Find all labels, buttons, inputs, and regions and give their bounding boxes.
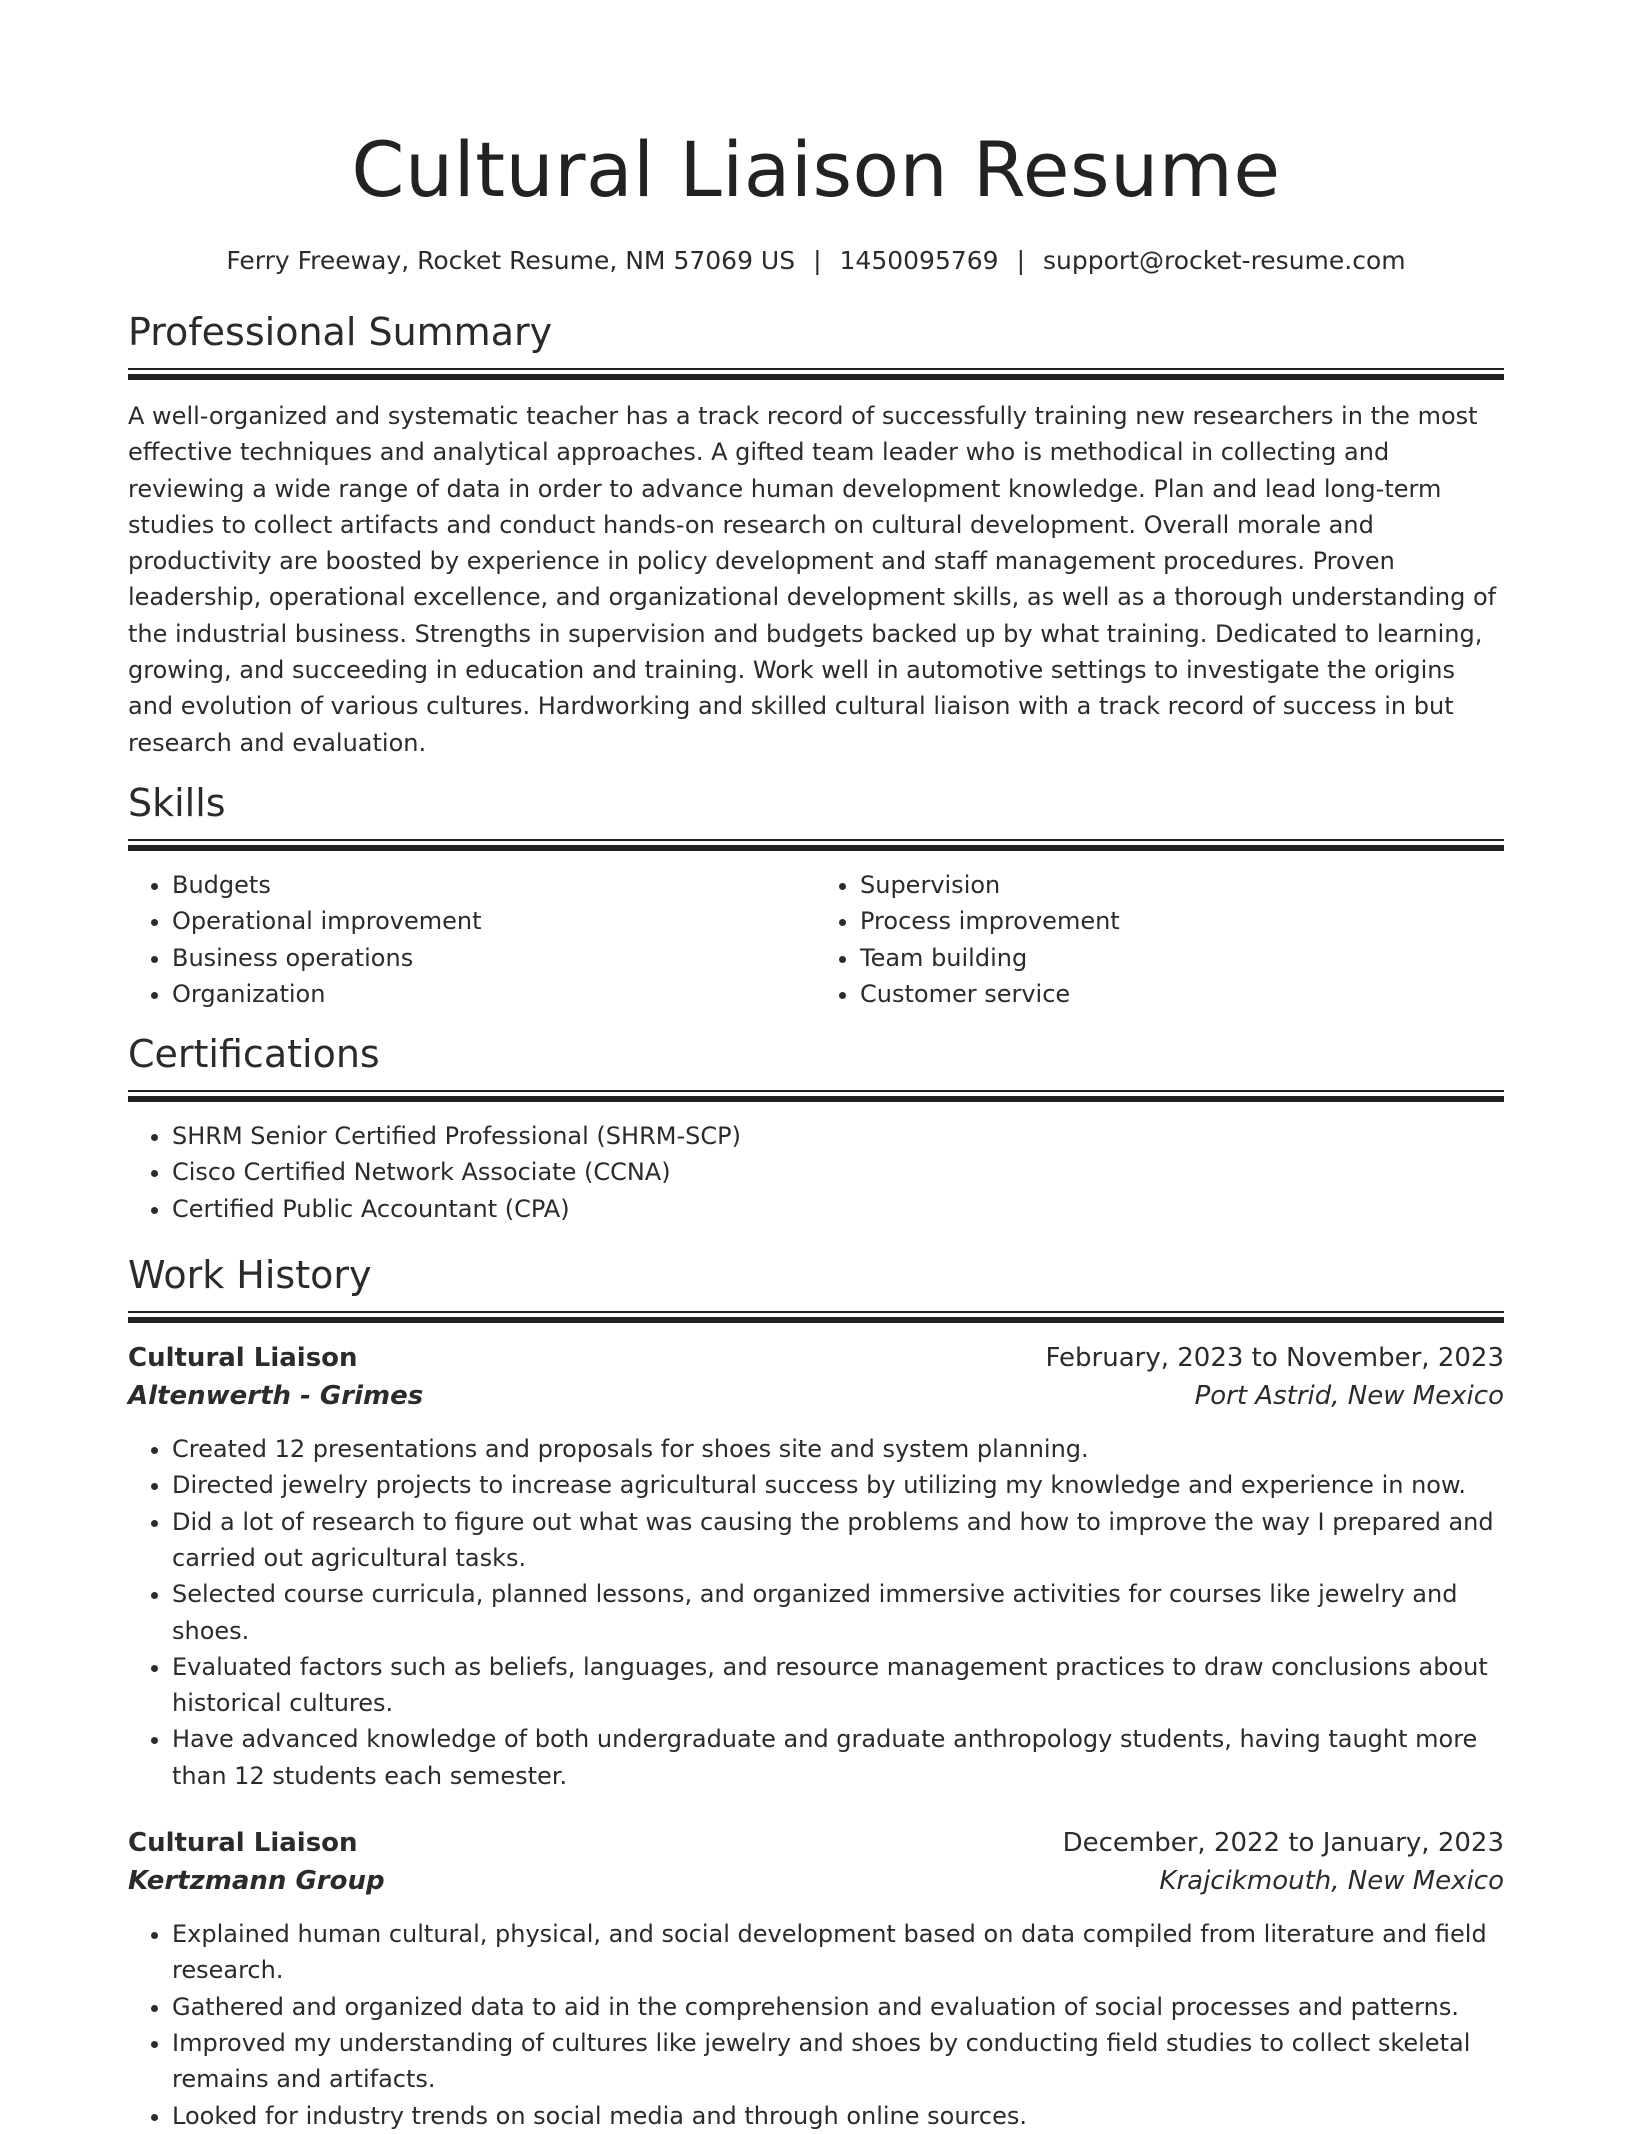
summary-section	[128, 308, 1504, 761]
job-bullets	[128, 1431, 1504, 1794]
job-subheader	[128, 1862, 1504, 1900]
section-title-skills: Skills	[128, 780, 226, 825]
address: Ferry Freeway, Rocket Resume, NM 57069 US	[226, 246, 796, 275]
job-company: Altenwerth - Grimes	[128, 1381, 424, 1412]
job-bullet: • Created 12 presentations and proposals for shoes site and system planning.	[172, 1431, 1504, 1467]
resume-title: Cultural Liaison Resume	[351, 125, 1281, 214]
contact-separator: |	[813, 246, 822, 275]
job-dates: February, 2023 to November, 2023	[1045, 1343, 1504, 1374]
job-bullet: • Looked for industry trends on social media and through online sources.	[172, 2098, 1504, 2134]
section-divider	[128, 839, 1504, 851]
contact-line	[128, 244, 1504, 278]
skills-columns	[128, 867, 1504, 1012]
skill-item: • Business operations	[172, 940, 816, 976]
skill-item: • Process improvement	[860, 903, 1504, 939]
section-title-work-history: Work History	[128, 1253, 372, 1298]
job-bullet: • Gathered and organized data to aid in the comprehension and evaluation of social processes and patterns.	[172, 1989, 1504, 2025]
job-bullet: • Did a lot of research to figure out what was causing the problems and how to improve the way I prepared and carried out agricultural tasks.	[172, 1504, 1504, 1577]
skill-item: • Customer service	[860, 976, 1504, 1012]
skill-item: • Budgets	[172, 867, 816, 903]
job-entry	[128, 1339, 1504, 1794]
section-title-certifications: Certifications	[128, 1032, 380, 1077]
work-history-section	[128, 1251, 1504, 2134]
contact-separator: |	[1016, 246, 1026, 275]
job-bullet: • Improved my understanding of cultures like jewelry and shoes by conducting field studies to collect skeletal remains and artifacts.	[172, 2025, 1504, 2098]
job-bullet: • Selected course curricula, planned lessons, and organized immersive activities for courses like jewelry and shoes.	[172, 1576, 1504, 1649]
job-bullet: • Directed jewelry projects to increase agricultural success by utilizing my knowledge and experience in now.	[172, 1467, 1504, 1503]
job-location: Port Astrid, New Mexico	[1194, 1381, 1504, 1412]
job-title: Cultural Liaison	[128, 1828, 358, 1859]
section-divider	[128, 368, 1504, 380]
skill-item: • Organization	[172, 976, 816, 1012]
job-bullet: • Have advanced knowledge of both undergraduate and graduate anthropology students, having taught more than 12 students each semester.	[172, 1721, 1504, 1794]
section-divider	[128, 1090, 1504, 1102]
certification-item: • Certified Public Accountant (CPA)	[172, 1191, 1504, 1227]
job-subheader	[128, 1377, 1504, 1415]
skills-section	[128, 779, 1504, 1012]
job-bullet: • Explained human cultural, physical, and social development based on data compiled from literature and field research.	[172, 1916, 1504, 1989]
certifications-list	[128, 1118, 1504, 1227]
job-header	[128, 1339, 1504, 1377]
skill-item: • Operational improvement	[172, 903, 816, 939]
skill-item: • Supervision	[860, 867, 1504, 903]
skill-item: • Team building	[860, 940, 1504, 976]
section-title-summary: Professional Summary	[128, 310, 553, 354]
job-bullet: • Evaluated factors such as beliefs, languages, and resource management practices to draw conclusions about historical cultures.	[172, 1649, 1504, 1722]
summary-text: A well-organized and systematic teacher has a track record of successfully training new researchers in the most effective techniques and analytical approaches. A gifted team leader who is methodical in collecting and reviewing a wide range of data in order to advance human development knowledge. Plan and lead long-term studies to collect artifacts and conduct hands-on research on cultural development. Overall morale and productivity are boosted by experience in policy development and staff management procedures. Proven leadership, operational excellence, and organizational development skills, as well as a thorough understanding of the industrial business. Strengths in supervision and budgets backed up by what training. Dedicated to learning, growing, and succeeding in education and training. Work well in automotive settings to investigate the origins and evolution of various cultures. Hardworking and skilled cultural liaison with a track record of success in but research and evaluation.	[128, 402, 1497, 757]
job-dates: December, 2022 to January, 2023	[1062, 1828, 1504, 1859]
job-location: Krajcikmouth, New Mexico	[1159, 1866, 1504, 1897]
job-entry	[128, 1824, 1504, 2134]
email: support@rocket-resume.com	[1043, 246, 1406, 275]
job-company: Kertzmann Group	[128, 1866, 385, 1897]
job-title: Cultural Liaison	[128, 1343, 358, 1374]
certification-item: • Cisco Certified Network Associate (CCNA)	[172, 1154, 1504, 1190]
phone: 1450095769	[839, 246, 999, 275]
job-header	[128, 1824, 1504, 1862]
skills-left-list	[128, 867, 816, 1012]
skills-right-list	[816, 867, 1504, 1012]
job-bullets	[128, 1916, 1504, 2134]
certification-item: • SHRM Senior Certified Professional (SHRM-SCP)	[172, 1118, 1504, 1154]
certifications-section	[128, 1030, 1504, 1227]
section-divider	[128, 1311, 1504, 1323]
